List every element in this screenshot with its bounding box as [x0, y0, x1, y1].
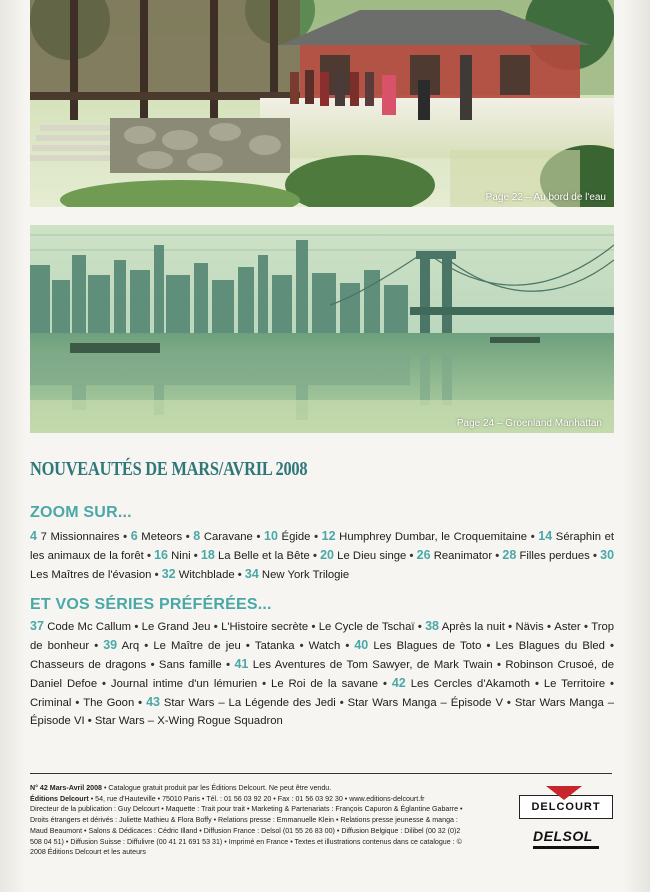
album-title: Humphrey Dumbar, le Croquemitaine	[335, 531, 528, 543]
album-title: La Belle et la Bête	[214, 550, 310, 562]
page-heading: NOUVEAUTÉS DE MARS/AVRIL 2008	[30, 458, 308, 480]
bullet-separator: •	[414, 621, 426, 633]
bullet-separator: •	[308, 621, 319, 633]
zoom-section-title: ZOOM SUR...	[30, 504, 132, 521]
publisher-name: Éditions Delcourt	[30, 794, 89, 803]
bullet-separator: •	[406, 550, 417, 562]
page-number: 39	[103, 638, 118, 652]
bullet-separator: •	[503, 697, 515, 709]
issue-number: N° 42 Mars-Avril 2008	[30, 784, 102, 792]
album-title: Le Maître de jeu	[153, 640, 241, 652]
album-title: Chasseurs de dragons	[30, 659, 147, 671]
page-number: 20	[320, 548, 335, 562]
album-title: Reanimator	[430, 550, 493, 562]
album-title: Arq	[117, 640, 140, 652]
bullet-separator: •	[543, 621, 555, 633]
album-title: Le Dieu singe	[334, 550, 407, 562]
album-title: Nävis	[515, 621, 544, 633]
bullet-separator: •	[151, 569, 162, 581]
album-title: Après la nuit	[439, 621, 505, 633]
album-title: Tatanka	[254, 640, 295, 652]
bullet-separator: •	[580, 621, 592, 633]
album-title: Witchblade	[175, 569, 235, 581]
page-number: 10	[264, 529, 278, 543]
album-title: New York Trilogie	[258, 569, 350, 581]
illustration-temple	[30, 0, 614, 207]
bullet-separator: •	[309, 550, 321, 562]
album-title: Trop de bonheur	[30, 621, 615, 652]
bullet-separator: •	[234, 569, 245, 581]
album-title: Sans famille	[158, 659, 222, 671]
bullet-separator: •	[340, 640, 355, 652]
album-title: Les Blagues de Toto	[368, 640, 482, 652]
delsol-logo-underline	[533, 846, 599, 849]
album-title: Le Cycle de Tschaï	[318, 621, 415, 633]
page-number: 12	[321, 529, 336, 543]
page-number: 40	[354, 638, 369, 652]
album-title: Star Wars – La Légende des Jedi	[159, 697, 336, 709]
album-title: Journal intime d'un lémurien	[110, 678, 258, 690]
page-number: 16	[154, 548, 168, 562]
page-number: 14	[538, 529, 553, 543]
series-section-title: ET VOS SÉRIES PRÉFÉRÉES...	[30, 596, 272, 613]
album-title: Les Maîtres de l'évasion	[30, 569, 152, 581]
bullet-separator: •	[335, 697, 348, 709]
page-number: 30	[600, 548, 615, 562]
delcourt-logo-text: DELCOURT	[531, 801, 601, 813]
album-title: Le Roi de la savane	[271, 678, 379, 690]
album-title: Aster	[554, 621, 581, 633]
delsol-logo	[533, 826, 599, 848]
page-number: 4	[30, 529, 37, 543]
album-title: 7 Missionnaires	[36, 531, 120, 543]
album-title: Star Wars Manga – Épisode V	[347, 697, 504, 709]
page-number: 28	[502, 548, 517, 562]
bullet-separator: •	[182, 531, 194, 543]
bullet-separator: •	[604, 640, 614, 652]
delsol-logo-text: DELSOL	[533, 828, 593, 844]
album-title: Nini	[167, 550, 191, 562]
temple-scene-image	[30, 0, 614, 207]
album-title: L'Histoire secrète	[221, 621, 309, 633]
page-number: 8	[193, 529, 201, 543]
album-title: Robinson Crusoé, de Daniel Defoe	[30, 659, 615, 690]
album-title: Le Grand Jeu	[141, 621, 211, 633]
publisher-address: • 54, rue d'Hauteville • 75010 Paris • Tél. : 01 56 03 92 20 • Fax : 01 56 03 92 30 • www.editions-delcourt.fr	[88, 794, 425, 803]
page-number: 6	[130, 529, 138, 543]
bullet-separator: •	[252, 531, 265, 543]
bullet-separator: •	[527, 531, 539, 543]
page-number: 41	[234, 657, 249, 671]
album-title: Séraphin et les animaux de la forêt	[30, 531, 615, 562]
page-number: 43	[146, 695, 160, 709]
delcourt-logo-triangle	[546, 786, 582, 800]
footer-divider	[30, 773, 612, 774]
bullet-separator: •	[481, 640, 496, 652]
bullet-separator: •	[89, 640, 104, 652]
album-title: Star Wars Manga – Épisode VI	[30, 697, 615, 727]
illustration-manhattan	[30, 225, 614, 433]
illustration-caption: Page 22 – Au bord de l'eau	[485, 192, 606, 203]
bullet-separator: •	[97, 678, 111, 690]
album-title: Caravane	[200, 531, 253, 543]
bullet-separator: •	[119, 531, 131, 543]
page-number: 34	[244, 567, 259, 581]
album-title: Les Blagues du Bled	[495, 640, 605, 652]
bullet-separator: •	[240, 640, 255, 652]
bullet-separator: •	[310, 531, 322, 543]
bullet-separator: •	[221, 659, 235, 671]
bullet-separator: •	[71, 697, 84, 709]
album-title: Criminal	[30, 697, 72, 709]
bullet-separator: •	[139, 640, 154, 652]
bullet-separator: •	[492, 659, 506, 671]
bullet-separator: •	[210, 621, 222, 633]
album-title: Les Cercles d'Akamoth	[405, 678, 531, 690]
album-title: Watch	[308, 640, 341, 652]
series-list	[30, 617, 614, 730]
footer-imprint	[30, 783, 472, 858]
bullet-separator: •	[190, 550, 201, 562]
zoom-list	[30, 527, 614, 584]
credits-text: Directeur de la publication : Guy Delcourt • Maquette : Trait pour trait • Marketing & Partenariats : François Capuron & Églantine Gabarre • Droits étrangers et dérivés : Juliette Mathieu & Flora Boffy • Relations presse : Emmanuelle Klein • Relations presse jeunesse & manga : Maud Beaumont • Salons & Dédicaces : Cédric Illand • Diffusion France : Delsol (01 55 26 83 00) • Diffusion Belgique : Dilibel (00 32 (0)2 508 04 51) • Diffusion Suisse : Diffulivre (00 41 21 691 53 31) • Imprimé en France • Textes et illustrations contenus dans ce catalogue : © 2008 Éditions Delcourt et les auteurs	[30, 805, 463, 857]
page-number: 38	[425, 619, 440, 633]
bullet-separator: •	[146, 659, 159, 671]
bullet-separator: •	[143, 550, 155, 562]
page-number: 32	[161, 567, 176, 581]
album-title: Filles perdues	[516, 550, 590, 562]
bullet-separator: •	[257, 678, 272, 690]
page-number: 37	[30, 619, 44, 633]
album-title: Le Territoire	[543, 678, 606, 690]
album-title: Égide	[277, 531, 311, 543]
bullet-separator: •	[378, 678, 392, 690]
album-title: Star Wars – X-Wing Rogue Squadron	[94, 715, 283, 727]
album-title: The Goon	[83, 697, 135, 709]
album-title: Code Mc Callum	[43, 621, 132, 633]
bullet-separator: •	[530, 678, 544, 690]
issue-text: • Catalogue gratuit produit par les Éditions Delcourt. Ne peut être vendu.	[101, 784, 332, 792]
album-title: Meteors	[137, 531, 183, 543]
bullet-separator: •	[492, 550, 503, 562]
page-number: 42	[391, 676, 406, 690]
bullet-separator: •	[294, 640, 309, 652]
bullet-separator: •	[504, 621, 516, 633]
bullet-separator: •	[605, 678, 615, 690]
bullet-separator: •	[84, 715, 95, 727]
bullet-separator: •	[134, 697, 147, 709]
bullet-separator: •	[589, 550, 601, 562]
manhattan-scene-image	[30, 225, 614, 433]
illustration-caption: Page 24 – Groenland Manhattan	[456, 418, 602, 429]
album-title: Les Aventures de Tom Sawyer, de Mark Twain	[248, 659, 493, 671]
page-number: 26	[416, 548, 431, 562]
bullet-separator: •	[131, 621, 142, 633]
page-number: 18	[200, 548, 215, 562]
